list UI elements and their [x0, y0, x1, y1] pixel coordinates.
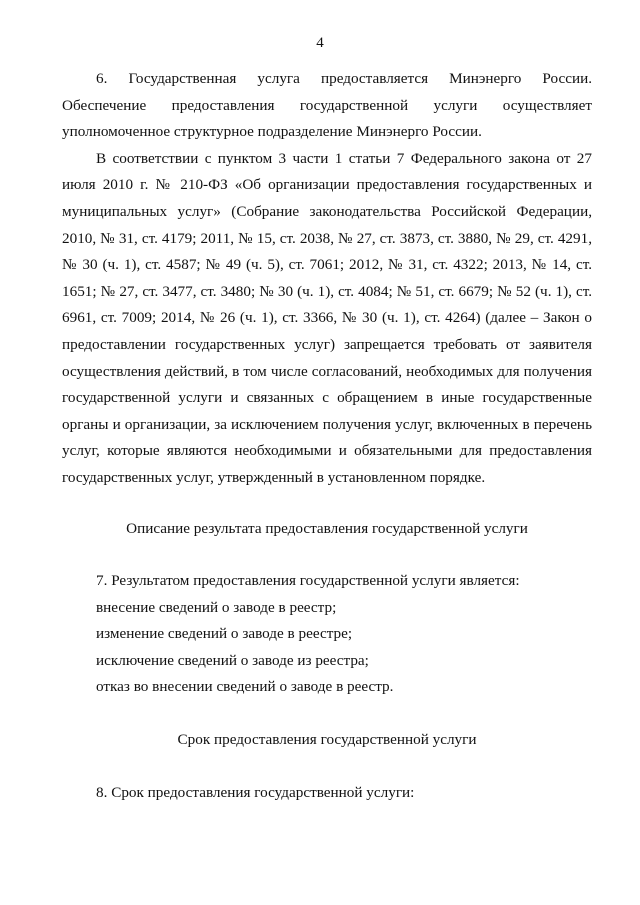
list-item: отказ во внесении сведений о заводе в реестр. [96, 678, 394, 696]
paragraph-7-intro: 7. Результатом предоставления государственной услуги является: [96, 572, 520, 590]
paragraph-8-intro: 8. Срок предоставления государственной услуги: [96, 783, 415, 801]
section-heading-result: Описание результата предоставления государственной услуги [126, 519, 528, 537]
list-item: исключение сведений о заводе из реестра; [96, 651, 369, 669]
paragraph-6: 6. Государственная услуга предоставляется Минэнерго России. Обеспечение предоставления государственной услуги осуществляет уполномоченное структурное подразделение Минэнерго России. [62, 70, 592, 141]
page-number: 4 [316, 35, 324, 51]
paragraph-law-reference: В соответствии с пунктом 3 части 1 статьи 7 Федерального закона от 27 июля 2010 г. № 210-ФЗ «Об организации предоставления государственных и муниципальных услуг» (Собрание законодательства Российской Федерации, 2010, № 31, ст. 4179; 2011, № 15, ст. 2038, № 27, ст. 3873, ст. 3880, № 29, ст. 4291, № 30 (ч. 1), ст. 4587; № 49 (ч. 5), ст. 7061; 2012, № 31, ст. 4322; 2013, № 14, ст. 1651; № 27, ст. 3477, ст. 3480; № 30 (ч. 1), ст. 4084; № 51, ст. 6679; № 52 (ч. 1), ст. 6961, ст. 7009; 2014, № 26 (ч. 1), ст. 3366, № 30 (ч. 1), ст. 4264) (далее – Закон о предоставлении государственных услуг) запрещается требовать от заявителя осуществления действий, в том числе согласований, необходимых для получения государственной услуги и связанных с обращением в иные государственные органы и организации, за исключением получения услуг, включенных в перечень услуг, которые являются необходимыми и обязательными для предоставления государственных услуг, утвержденный в установленном порядке. [62, 149, 592, 486]
document-body [62, 66, 592, 806]
list-item: изменение сведений о заводе в реестре; [96, 625, 353, 643]
section-heading-term: Срок предоставления государственной услуги [177, 731, 477, 749]
list-item: внесение сведений о заводе в реестр; [96, 598, 337, 616]
